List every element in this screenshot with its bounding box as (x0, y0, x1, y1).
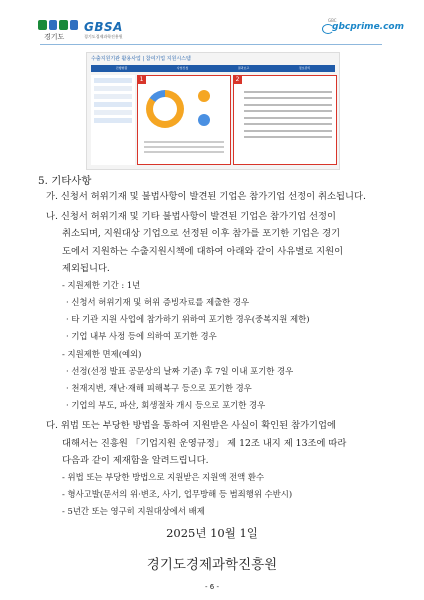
panel-1-badge: 1 (137, 75, 146, 84)
page-number: - 6 - (205, 583, 219, 591)
clause-na-line: 제외됩니다. (62, 263, 110, 274)
highlight-panel-2 (233, 75, 337, 165)
clause-na-line: 나. 신청서 허위기재 및 기타 불법사항이 발견된 기업은 참가기업 선정이 (46, 211, 336, 222)
clause-na-line: 도에서 지원하는 수출지원시책에 대하여 아래와 같이 사유별로 지원이 (62, 246, 344, 257)
screenshot-tab: 정보관리 (298, 66, 311, 70)
sanction-item: - 위법 또는 부당한 방법으로 지원받은 지원액 전액 환수 (62, 472, 265, 482)
highlight-panel-1 (137, 75, 231, 165)
restrict-item: · 타 기관 지원 사업에 참가하기 위하여 포기한 경우(중복지원 제한) (66, 314, 310, 324)
section-heading: 5. 기타사항 (38, 175, 92, 187)
orange-circle-icon (198, 90, 210, 102)
clause-da-line: 다. 위법 또는 부당한 방법을 통하여 지원받은 사실이 확인된 참가기업에 (46, 420, 336, 431)
gbcprime-logo-text: gbcprime.com (332, 22, 404, 32)
screenshot-tab: 진행현황 (115, 66, 128, 70)
screenshot-tabs (91, 65, 335, 72)
clause-na-line: 취소되며, 지원대상 기업으로 선정된 이후 참가를 포기한 기업은 경기 (62, 228, 341, 239)
screenshot-title: 수출지원기관 활용사업 | 참여기업 지원시스템 (91, 56, 191, 62)
organization-name: 경기도경제과학진흥원 (146, 557, 278, 573)
clause-ga: 가. 신청서 허위기재 및 불법사항이 발견된 기업은 참가기업 선정이 취소됩니다. (46, 191, 366, 202)
screenshot-tab: 사업신청 (176, 66, 189, 70)
exempt-item: · 선정(선정 발표 공문상의 날짜 기준) 후 7일 이내 포기한 경우 (66, 366, 294, 376)
exempt-item: · 천재지변, 재난·재해 피해복구 등으로 포기한 경우 (66, 383, 252, 393)
sanction-item: - 5년간 또는 영구히 지원대상에서 배제 (62, 506, 205, 516)
gbc-logo-sup: GBC (328, 18, 337, 23)
restrict-item: · 신청서 허위기재 및 허위 증빙자료를 제출한 경우 (66, 297, 250, 307)
restrict-period: - 지원제한 기간 : 1년 (62, 280, 141, 290)
system-screenshot (86, 52, 340, 170)
blue-circle-icon (198, 114, 210, 126)
restrict-item: · 기업 내부 사정 등에 의하여 포기한 경우 (66, 331, 217, 341)
exempt-item: · 기업의 부도, 파산, 회생절차 개시 등으로 포기한 경우 (66, 400, 266, 410)
gbc-swoosh-icon (322, 24, 334, 34)
header-divider (40, 44, 382, 45)
page-header (0, 0, 424, 50)
sanction-item: - 형사고발(문서의 위·변조, 사기, 업무방해 등 범죄행위 수반시) (62, 489, 293, 499)
gbsa-logo-text: GBSA (84, 20, 123, 34)
gbsa-logo-subtext: 경기도경제과학진흥원 (84, 34, 123, 39)
clause-da-line: 다음과 같이 제재함을 알려드립니다. (62, 455, 209, 466)
document-date: 2025년 10월 1일 (166, 526, 258, 540)
exempt-heading: - 지원제한 면제(예외) (62, 349, 142, 359)
panel-2-badge: 2 (233, 75, 242, 84)
gyeonggi-logo (38, 20, 80, 42)
gbcprime-logo (322, 18, 404, 32)
gbsa-logo (84, 20, 138, 42)
donut-graphic (146, 90, 184, 128)
screenshot-sidebar (91, 75, 135, 165)
gyeonggi-logo-text: 경기도 (44, 33, 65, 41)
clause-da-line: 대해서는 진흥원 「기업지원 운영규정」 제 12조 내지 제 13조에 따라 (62, 438, 347, 449)
screenshot-tab: 결과보고 (237, 66, 250, 70)
